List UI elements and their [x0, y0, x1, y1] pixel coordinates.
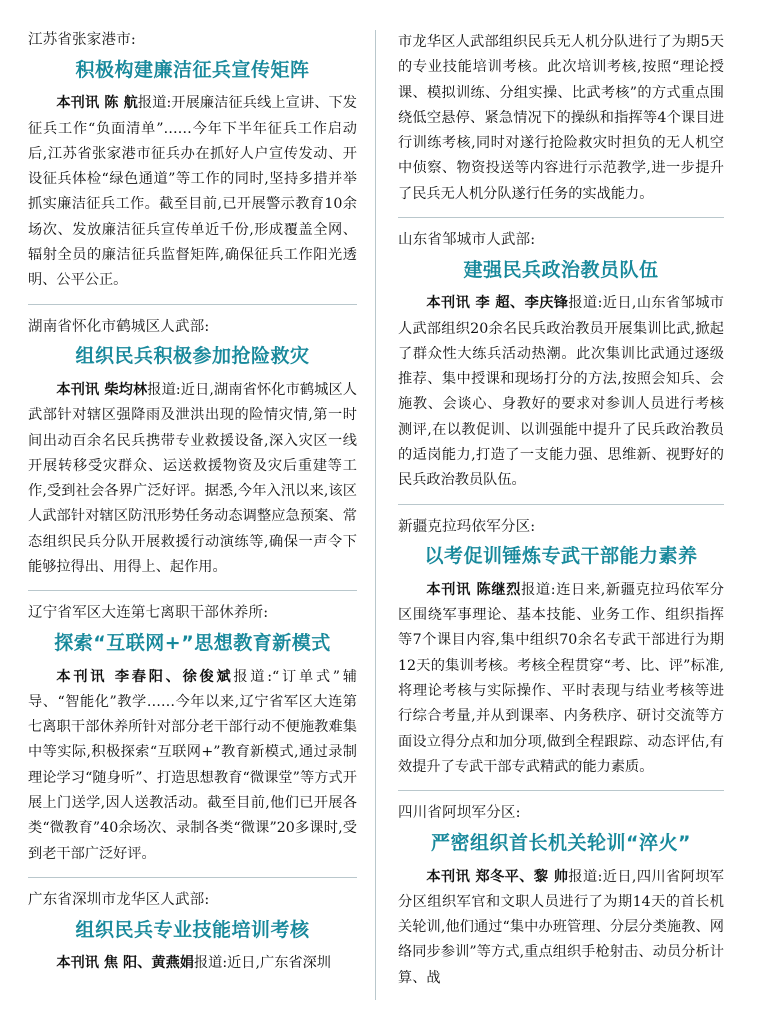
- article-body-text: 报道:“订单式”辅导、“智能化”教学……今年以来,辽宁省军区大连第七离职干部休养所针对部分老干部行动不便施教难集中等实际,积极探索“互联网+”教育新模式,通过录制理论学习“随身听”、打造思想教育“微课堂”等方式开展上门送学,因人送教活动。截至目前,他们已开展各类“微教育”40余场次、录制各类“微课”20多课时,受到老干部广泛好评。: [28, 668, 357, 862]
- article-kelamayi: [398, 517, 724, 792]
- article-body: [28, 91, 357, 293]
- article-headline: 探索“互联网+”思想教育新模式: [54, 631, 331, 654]
- article-headline: 积极构建廉洁征兵宣传矩阵: [75, 58, 310, 81]
- two-column-layout: [28, 30, 734, 1000]
- right-column: [376, 30, 724, 1000]
- continuation-text: 市龙华区人武部组织民兵无人机分队进行了为期5天的专业技能培训考核。此次培训考核,按照“理论授课、模拟训练、分组实操、比武考核”的方式重点围绕低空悬停、紧急情况下的操纵和指挥等4个课目进行训练考核,同时对遂行抢险救灾时担负的无人机空中侦察、物资投送等内容进行示范教学,进一步提升了民兵无人机分队遂行任务的实战能力。: [398, 34, 724, 202]
- article-body-text: 报道:连日来,新疆克拉玛依军分区围绕军事理论、基本技能、业务工作、组织指挥等7个课目内容,集中组织70余名专武干部进行为期12天的集训考核。考核全程贯穿“考、比、评”标准,将理论考核与实际操作、平时表现与结业考核等进行综合考量,并从到课率、内务秩序、研讨交流等方面设立得分点和加分项,做到全程跟踪、动态评估,有效提升了专武干部专武精武的能力素质。: [398, 581, 724, 775]
- article-unit: 辽宁省军区大连第七离职干部休养所:: [28, 605, 269, 622]
- article-dalian-xiuyangsuo: [28, 603, 357, 878]
- article-abazhou: [398, 803, 724, 1001]
- article-byline: 本刊讯 柴均林: [56, 381, 148, 398]
- article-byline: 本刊讯 陈 航: [56, 95, 138, 112]
- article-headline: 严密组织首长机关轮训“淬火”: [431, 831, 691, 854]
- article-body: [398, 865, 724, 991]
- article-body: [28, 378, 357, 580]
- article-body-text: 报道:近日,山东省邹城市人武部组织20余名民兵政治教员开展集训比武,掀起了群众性大练兵活动热潮。此次集训比武通过逐级推荐、集中授课和现场打分的方法,按照会知兵、会施教、会谈心、身教好的要求对参训人员进行考核测评,在以教促训、以训强能中提升了民兵政治教员的适岗能力,打造了一支能力强、思维新、视野好的民兵政治教员队伍。: [398, 295, 724, 489]
- article-longhuaqu-continuation: [398, 30, 724, 218]
- article-zouchengshi: [398, 230, 724, 505]
- article-unit: 山东省邹城市人武部:: [398, 231, 536, 248]
- article-byline: 本刊讯 陈继烈: [426, 581, 522, 598]
- article-unit: 新疆克拉玛依军分区:: [398, 518, 536, 535]
- article-body: [398, 291, 724, 493]
- article-byline: 本刊讯 焦 阳、黄燕娟: [56, 955, 194, 972]
- article-byline: 本刊讯 李春阳、徐俊斌: [56, 668, 234, 685]
- article-byline: 本刊讯 郑冬平、黎 帅: [426, 868, 569, 885]
- article-headline: 组织民兵专业技能培训考核: [75, 918, 310, 941]
- article-longhuaqu: [28, 890, 357, 987]
- article-body: [398, 578, 724, 780]
- article-headline: 建强民兵政治教员队伍: [463, 258, 659, 281]
- article-body-text: 报道:近日,湖南省怀化市鹤城区人武部针对辖区强降雨及泄洪出现的险情灾情,第一时间出动百余名民兵携带专业救援设备,深入灾区一线开展转移受灾群众、运送救援物资及灾后重建等工作,受到社会各界广泛好评。据悉,今年入汛以来,该区人武部针对辖区防汛形势任务动态调整应急预案、常态组织民兵分队开展救援行动演练等,确保一声令下能够拉得出、用得上、起作用。: [28, 381, 357, 575]
- article-unit: 四川省阿坝军分区:: [398, 805, 521, 822]
- left-column: [28, 30, 376, 1000]
- article-headline: 组织民兵积极参加抢险救灾: [75, 345, 310, 368]
- article-byline: 本刊讯 李 超、李庆锋: [426, 295, 569, 312]
- article-body: [28, 951, 357, 976]
- article-headline: 以考促训锤炼专武干部能力素养: [424, 545, 698, 568]
- article-hechengqu: [28, 317, 357, 592]
- article-body-text: 报道:近日,广东省深圳: [193, 955, 331, 972]
- article-body-text: 报道:开展廉洁征兵线上宣讲、下发征兵工作“负面清单”……今年下半年征兵工作启动后,江苏省张家港市征兵办在抓好人户宣传发动、开设征兵体检“绿色通道”等工作的同时,坚持多措并举抓实廉洁征兵工作。截至目前,已开展警示教育10余场次、发放廉洁征兵宣传单近千份,形成覆盖全网、辐射全员的廉洁征兵监督矩阵,确保征兵工作阳光透明、公平公正。: [28, 95, 357, 289]
- article-body-text: 报道:近日,四川省阿坝军分区组织军官和文职人员进行了为期14天的首长机关轮训,他们通过“集中办班管理、分层分类施教、网络同步参训”等方式,重点组织手枪射击、动员分析计算、战: [398, 868, 724, 986]
- article-unit: 湖南省怀化市鹤城区人武部:: [28, 318, 210, 335]
- article-unit: 江苏省张家港市:: [28, 32, 136, 48]
- article-body: [28, 665, 357, 867]
- article-unit: 广东省深圳市龙华区人武部:: [28, 891, 210, 908]
- article-zhangjiagang: [28, 30, 357, 305]
